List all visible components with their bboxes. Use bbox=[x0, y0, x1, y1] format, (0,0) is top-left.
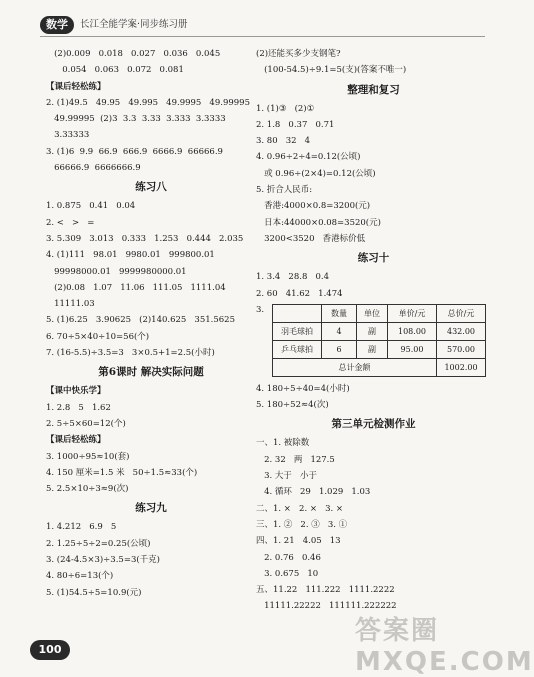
section-heading: 练习十 bbox=[357, 252, 390, 265]
table-cell: 432.00 bbox=[437, 322, 486, 340]
total-value-cell: 1002.00 bbox=[437, 358, 486, 376]
table-number: 3. bbox=[256, 304, 265, 315]
price-table bbox=[272, 304, 486, 377]
table-header-cell bbox=[273, 304, 322, 322]
answer-line: 4. 150 厘米=1.5 米 50÷1.5≈33(个) bbox=[46, 467, 198, 478]
answer-line: (2)还能买多少支钢笔? bbox=[256, 49, 341, 59]
total-label-cell: 总计金额 bbox=[273, 358, 437, 376]
table-cell: 108.00 bbox=[388, 322, 437, 340]
right-column bbox=[256, 46, 491, 615]
table-header-row bbox=[273, 304, 486, 322]
table-cell: 乒乓球拍 bbox=[273, 340, 322, 358]
answer-line: 4. 180÷5÷40=4(小时) bbox=[256, 383, 350, 394]
answer-line: 5. 2.5×10÷3≈9(次) bbox=[46, 484, 129, 495]
answer-line: 4. 循环 29 1.029 1.03 bbox=[256, 487, 371, 498]
answer-line: 3200<3520 香港标价低 bbox=[256, 233, 366, 244]
answer-line: 3. (1)6 9.9 66.9 666.9 6666.9 66666.9 bbox=[46, 146, 223, 157]
answer-line: (2)0.08 1.07 11.06 111.05 1111.04 bbox=[46, 282, 226, 293]
answer-line: 49.99995 (2)3 3.3 3.33 3.333 3.3333 bbox=[46, 114, 226, 125]
answer-line: 1. (1)③ (2)① bbox=[256, 103, 315, 114]
subsection-label: 【课中快乐学】 bbox=[46, 386, 106, 397]
answer-line: 0.054 0.063 0.072 0.081 bbox=[46, 65, 184, 76]
answer-line: 3. (24-4.5×3)÷3.5=3(千克) bbox=[46, 555, 160, 566]
answer-line: 三、1. ② 2. ③ 3. ① bbox=[256, 519, 348, 530]
left-column bbox=[46, 46, 256, 601]
answer-line: 99998000.01 9999980000.01 bbox=[46, 266, 187, 277]
answer-line: 2. 1.8 0.37 0.71 bbox=[256, 119, 335, 130]
answer-line: 五、11.22 111.222 1111.2222 bbox=[256, 585, 395, 596]
answer-line: 2. 1.25÷5÷2=0.25(公顷) bbox=[46, 538, 151, 549]
answer-line: 2. 32 两 127.5 bbox=[256, 454, 335, 465]
section-heading: 练习八 bbox=[135, 181, 167, 194]
table-cell: 6 bbox=[322, 340, 357, 358]
answer-line: 1. 2.8 5 1.62 bbox=[46, 402, 111, 413]
answer-line: 或 0.96÷(2×4)=0.12(公顷) bbox=[256, 168, 376, 179]
answer-line: 3.33333 bbox=[46, 130, 90, 141]
answer-line: 2. (1)49.5 49.95 49.995 49.9995 49.99995 bbox=[46, 97, 250, 108]
page-header bbox=[0, 0, 503, 44]
answer-line: 5. 180÷52≈4(次) bbox=[256, 400, 329, 411]
answer-line: (2)0.009 0.018 0.027 0.036 0.045 bbox=[46, 49, 221, 59]
answer-line: 3. 5.309 3.013 0.333 1.253 0.444 2.035 bbox=[46, 233, 244, 244]
section-heading: 整理和复习 bbox=[347, 83, 400, 96]
answer-line: 四、1. 21 4.05 13 bbox=[256, 536, 341, 547]
answer-line: 3. 大于 小于 bbox=[256, 471, 318, 482]
answer-line: 11111.03 bbox=[46, 299, 95, 310]
subject-badge: 数学 bbox=[40, 16, 74, 34]
table-cell: 羽毛球拍 bbox=[273, 322, 322, 340]
header-rule bbox=[40, 36, 485, 37]
table-row bbox=[273, 340, 486, 358]
answer-line: 5. (1)6.25 3.90625 (2)140.625 351.5625 bbox=[46, 315, 235, 326]
table-cell: 4 bbox=[322, 322, 357, 340]
table-cell: 95.00 bbox=[388, 340, 437, 358]
answer-line: 11111.22222 111111.222222 bbox=[256, 601, 397, 612]
section-heading: 第三单元检测作业 bbox=[331, 418, 416, 431]
series-title: 长江全能学案·同步练习册 bbox=[80, 19, 188, 30]
section-heading: 第6课时 解决实际问题 bbox=[98, 366, 204, 379]
answer-line: 4. 80÷6=13(个) bbox=[46, 571, 114, 582]
answer-line: 2. 5÷5×60=12(个) bbox=[46, 418, 126, 429]
answer-line: 1. 0.875 0.41 0.04 bbox=[46, 201, 136, 212]
table-row bbox=[273, 322, 486, 340]
table-header-cell: 单价/元 bbox=[388, 304, 437, 322]
table-total-row bbox=[273, 358, 486, 376]
answer-line: 二、1. × 2. × 3. × bbox=[256, 503, 344, 514]
table-cell: 副 bbox=[357, 322, 388, 340]
answer-line: 一、1. 被除数 bbox=[256, 438, 310, 449]
answer-line: (100-54.5)÷9.1=5(支)(答案不唯一) bbox=[256, 65, 407, 76]
answer-line: 5. (1)54.5÷5=10.9(元) bbox=[46, 587, 142, 598]
answer-line: 3. 80 32 4 bbox=[256, 136, 311, 147]
answer-line: 66666.9 6666666.9 bbox=[46, 163, 141, 174]
table-header-cell: 单位 bbox=[357, 304, 388, 322]
subsection-label: 【课后轻松练】 bbox=[46, 81, 106, 92]
answer-line: 7. (16-5.5)÷3.5=3 3×0.5+1=2.5(小时) bbox=[46, 348, 215, 359]
answer-line: 1. 3.4 28.8 0.4 bbox=[256, 272, 329, 283]
table-header-cell: 总价/元 bbox=[437, 304, 486, 322]
answer-line: 1. 4.212 6.9 5 bbox=[46, 522, 117, 533]
subsection-label: 【课后轻松练】 bbox=[46, 435, 106, 446]
answer-line: 2. < > = bbox=[46, 217, 95, 228]
answer-line: 3. 0.675 10 bbox=[256, 568, 319, 579]
answer-line: 4. (1)111 98.01 9980.01 999800.01 bbox=[46, 250, 215, 261]
answer-line: 4. 0.96÷2÷4=0.12(公顷) bbox=[256, 152, 361, 163]
page-number: 100 bbox=[30, 640, 70, 660]
answer-line: 日本:44000×0.08=3520(元) bbox=[256, 217, 381, 228]
answer-line: 3. 1000÷95≈10(套) bbox=[46, 451, 130, 462]
answer-line: 2. 60 41.62 1.474 bbox=[256, 288, 343, 299]
answer-line: 5. 折合人民币: bbox=[256, 185, 313, 196]
table-cell: 副 bbox=[357, 340, 388, 358]
answer-line: 6. 70÷5×40÷10=56(个) bbox=[46, 331, 150, 342]
answer-line: 2. 0.76 0.46 bbox=[256, 552, 321, 563]
table-block bbox=[256, 302, 491, 381]
table-cell: 570.00 bbox=[437, 340, 486, 358]
section-heading: 练习九 bbox=[135, 502, 167, 515]
watermark-logo: 答案圈 MXQE.COM bbox=[355, 616, 534, 677]
answer-line: 香港:4000×0.8=3200(元) bbox=[256, 201, 371, 212]
table-header-cell: 数量 bbox=[322, 304, 357, 322]
